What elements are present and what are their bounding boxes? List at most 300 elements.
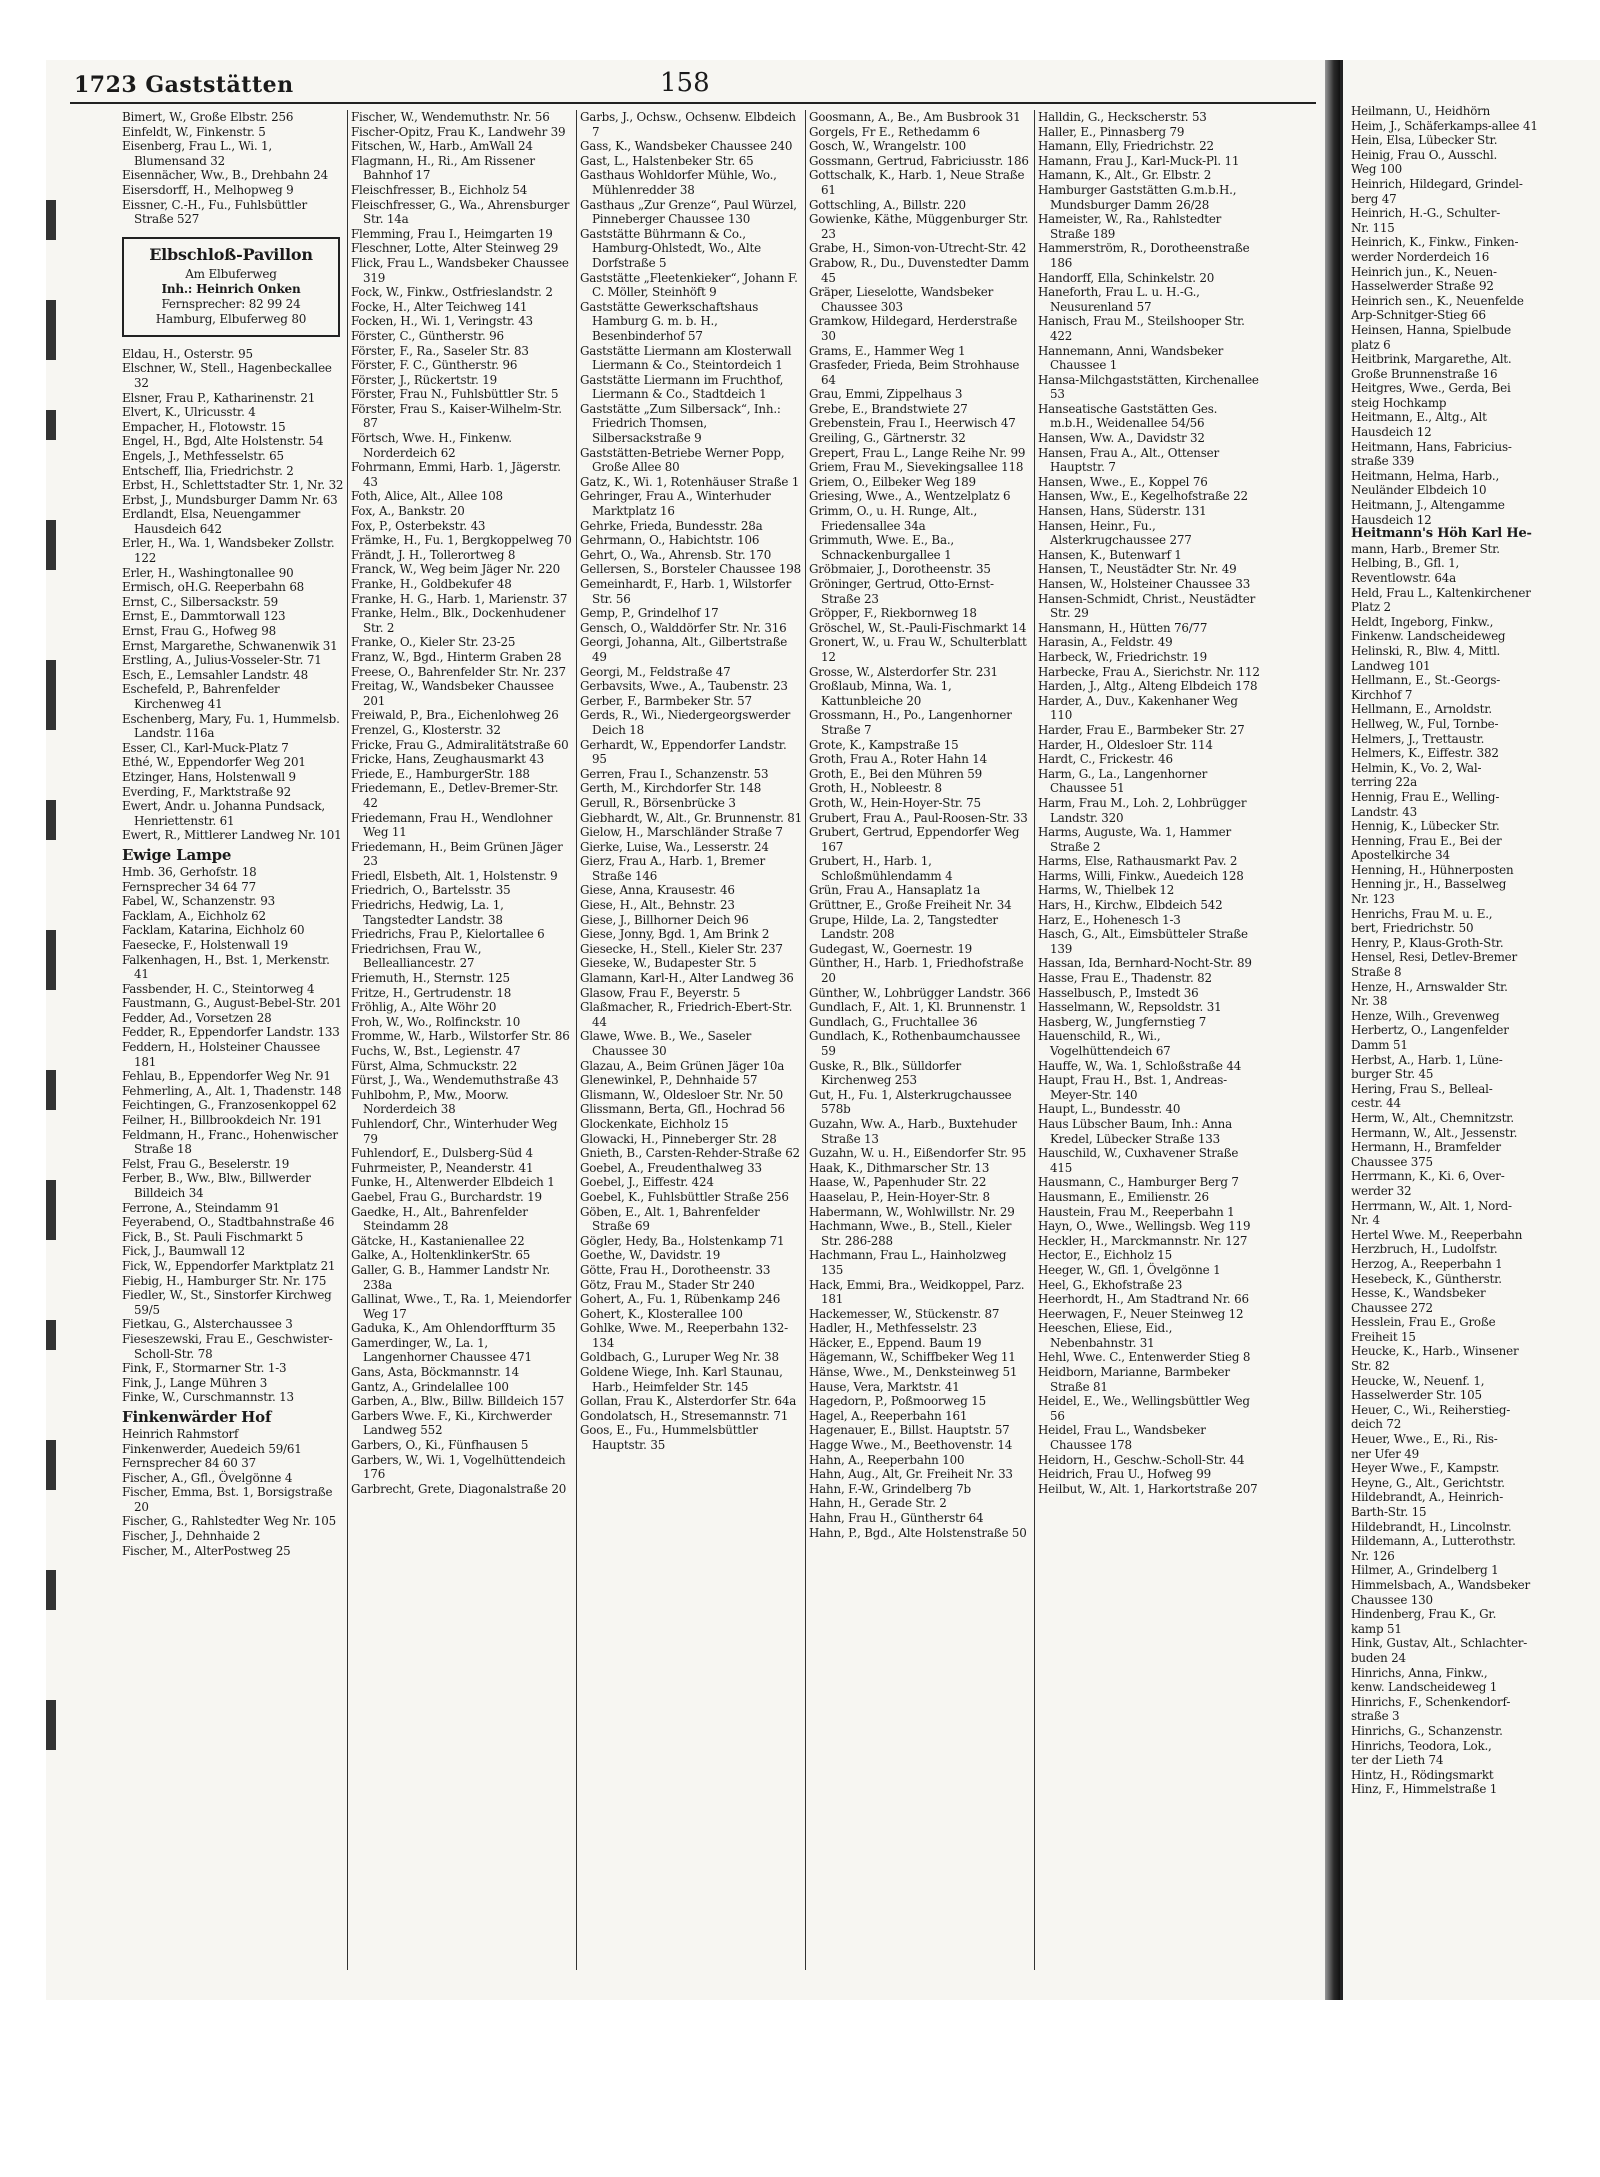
directory-entry: Focke, H., Alter Teichweg 141 bbox=[351, 299, 528, 314]
directory-entry: Giese, H., Alt., Behnstr. 23 bbox=[580, 898, 735, 913]
directory-entry: Glawe, Wwe. B., We., Saseler Chaussee 30 bbox=[580, 1029, 752, 1058]
directory-entry: Gans, Asta, Böckmannstr. 14 bbox=[351, 1365, 520, 1380]
directory-entry: Häcker, E., Eppend. Baum 19 bbox=[809, 1335, 982, 1350]
directory-entry: Gerull, R., Börsenbrücke 3 bbox=[580, 795, 736, 810]
directory-entry: Hinrichs, Teodora, Lok., bbox=[1351, 1738, 1492, 1753]
directory-entry: Hasberg, W., Jungfernstieg 7 bbox=[1038, 1014, 1207, 1029]
directory-entry: Heidborn, Marianne, Barmbeker Straße 81 bbox=[1038, 1365, 1230, 1394]
directory-entry: Franck, W., Weg beim Jäger Nr. 220 bbox=[351, 562, 560, 577]
directory-entry: Groth, E., Bei den Mühren 59 bbox=[809, 766, 982, 781]
directory-entry: Fick, W., Eppendorfer Marktplatz 21 bbox=[122, 1258, 336, 1273]
directory-entry: Garbrecht, Grete, Diagonalstraße 20 bbox=[351, 1481, 567, 1496]
directory-entry: Goosmann, A., Be., Am Busbrook 31 bbox=[809, 110, 1021, 124]
directory-entry: Goebel, A., Freudenthalweg 33 bbox=[580, 1160, 762, 1175]
directory-entry: Heinrich sen., K., Neuenfelde bbox=[1351, 293, 1524, 308]
adjacent-page bbox=[1340, 60, 1600, 2000]
directory-entry: Chaussee 375 bbox=[1351, 1154, 1433, 1169]
directory-entry: Hasselwerder Str. 105 bbox=[1351, 1388, 1482, 1403]
directory-entry: Gerbavsits, Wwe., A., Taubenstr. 23 bbox=[580, 679, 788, 694]
column-2 bbox=[351, 110, 573, 1990]
directory-entry: Harasin, A., Feldstr. 49 bbox=[1038, 635, 1173, 650]
directory-entry: Gröpper, F., Riekbornweg 18 bbox=[809, 606, 977, 621]
directory-entry: Hameister, W., Ra., Rahlstedter Straße 189 bbox=[1038, 212, 1222, 241]
directory-entry: Grebe, E., Brandstwiete 27 bbox=[809, 401, 968, 416]
directory-entry: Gronert, W., u. Frau W., Schulterblatt 12 bbox=[809, 635, 1027, 664]
directory-entry: Goebel, K., Fuhlsbüttler Straße 256 bbox=[580, 1189, 789, 1204]
directory-entry: Hammerström, R., Dorotheenstraße 186 bbox=[1038, 241, 1250, 270]
directory-entry: Gasthaus „Zur Grenze“, Paul Würzel, Pinneberger Chaussee 130 bbox=[580, 197, 797, 227]
directory-entry: Habermann, W., Wohlwillstr. Nr. 29 bbox=[809, 1204, 1015, 1219]
directory-entry: Haupt, Frau H., Bst. 1, Andreas-Meyer-Str. 140 bbox=[1038, 1073, 1227, 1102]
directory-entry: Feilner, H., Billbrookdeich Nr. 191 bbox=[122, 1113, 323, 1128]
directory-entry: Hagenauer, E., Billst. Hauptstr. 57 bbox=[809, 1423, 1010, 1438]
directory-entry: Grimm, O., u. H. Runge, Alt., Friedensallee 34a bbox=[809, 504, 978, 533]
directory-entry: Ernst, C., Silbersackstr. 59 bbox=[122, 594, 278, 609]
directory-entry: Grubert, Gertrud, Eppendorfer Weg 167 bbox=[809, 825, 1020, 854]
directory-entry: Gerren, Frau I., Schanzenstr. 53 bbox=[580, 766, 769, 781]
directory-entry: Hansa-Milchgaststätten, Kirchenallee 53 bbox=[1038, 372, 1259, 402]
directory-entry: Gottschalk, K., Harb. 1, Neue Straße 61 bbox=[809, 168, 1025, 197]
directory-entry: cestr. 44 bbox=[1351, 1096, 1401, 1111]
directory-entry: Henning, H., Hühnerposten bbox=[1351, 862, 1514, 877]
directory-entry: Heinrich, Hildegard, Grindel- bbox=[1351, 176, 1523, 191]
directory-entry: Henze, H., Arnswalder Str. bbox=[1351, 979, 1508, 994]
directory-entry: Fuhrmeister, P., Neanderstr. 41 bbox=[351, 1160, 534, 1175]
directory-entry: Heinig, Frau O., Ausschl. bbox=[1351, 147, 1498, 162]
directory-entry: Hehl, Wwe. C., Entenwerder Stieg 8 bbox=[1038, 1350, 1251, 1365]
directory-entry: straße 3 bbox=[1351, 1709, 1400, 1724]
directory-entry: Harms, Willi, Finkw., Auedeich 128 bbox=[1038, 868, 1244, 883]
directory-entry: Hausmann, C., Hamburger Berg 7 bbox=[1038, 1175, 1239, 1190]
directory-entry: Friemuth, H., Sternstr. 125 bbox=[351, 971, 510, 986]
directory-entry: Heitmann, J., Altengamme bbox=[1351, 498, 1505, 513]
directory-entry: Einfeldt, W., Finkenstr. 5 bbox=[122, 124, 266, 139]
directory-entry: Heerwagen, F., Neuer Steinweg 12 bbox=[1038, 1306, 1244, 1321]
directory-entry: Ferrone, A., Steindamm 91 bbox=[122, 1200, 280, 1215]
directory-entry: Harder, Frau E., Barmbeker Str. 27 bbox=[1038, 722, 1245, 737]
directory-entry: Hauenschild, R., Wi., Vogelhüttendeich 67 bbox=[1038, 1029, 1171, 1058]
directory-entry: mann, Harb., Bremer Str. bbox=[1351, 541, 1500, 556]
directory-entry: Förster, F., Ra., Saseler Str. 83 bbox=[351, 343, 529, 358]
directory-entry: Eisenberg, Frau L., Wi. 1, Blumensand 32 bbox=[122, 139, 272, 168]
directory-entry: Hars, H., Kirchw., Elbdeich 542 bbox=[1038, 898, 1223, 913]
directory-entry: Gögler, Hedy, Ba., Holstenkamp 71 bbox=[580, 1233, 785, 1248]
directory-entry: Fieseszewski, Frau E., Geschwister-Scholl-Str. 78 bbox=[122, 1331, 333, 1361]
directory-entry: Ewige Lampe bbox=[122, 845, 232, 864]
directory-entry: Glaßmacher, R., Friedrich-Ebert-Str. 44 bbox=[580, 1000, 793, 1029]
directory-entry: Hansen, Ww. A., Davidstr 32 bbox=[1038, 431, 1205, 446]
page-number: 158 bbox=[660, 68, 710, 98]
directory-entry: Gowienke, Käthe, Müggenburger Str. 23 bbox=[809, 212, 1029, 241]
directory-entry: Erbst, J., Mundsburger Damm Nr. 63 bbox=[122, 492, 338, 507]
directory-entry: ner Ufer 49 bbox=[1351, 1446, 1420, 1461]
directory-entry: Fink, F., Stormarner Str. 1-3 bbox=[122, 1361, 287, 1376]
directory-entry: Harm, G., La., Langenhorner Chaussee 51 bbox=[1038, 766, 1208, 796]
column-5 bbox=[1038, 110, 1260, 1990]
directory-entry: Garbers Wwe. F., Ki., Kirchwerder Landweg 552 bbox=[351, 1408, 552, 1438]
directory-entry: Gundlach, K., Rothenbaumchaussee 59 bbox=[809, 1029, 1021, 1058]
directory-entry: Giebhardt, W., Alt., Gr. Brunnenstr. 81 bbox=[580, 810, 802, 825]
directory-entry: Harder, H., Oldesloer Str. 114 bbox=[1038, 737, 1213, 752]
column-1 bbox=[122, 110, 344, 1990]
directory-entry: Gaststätte Liermann im Fruchthof, Liermann & Co., Stadtdeich 1 bbox=[580, 372, 784, 402]
directory-entry: Fleschner, Lotte, Alter Steinweg 29 bbox=[351, 241, 559, 256]
directory-entry: Gehringer, Frau A., Winterhuder Marktplatz 16 bbox=[580, 489, 771, 519]
directory-entry: Fischer-Opitz, Frau K., Landwehr 39 bbox=[351, 124, 566, 139]
directory-entry: Helmin, K., Vo. 2, Wal- bbox=[1351, 760, 1482, 775]
directory-entry: Gollan, Frau K., Alsterdorfer Str. 64a bbox=[580, 1394, 797, 1409]
directory-entry: Helinski, R., Blw. 4, Mittl. bbox=[1351, 643, 1501, 658]
directory-entry: Erstling, A., Julius-Vosseler-Str. 71 bbox=[122, 653, 322, 668]
directory-entry: Friedl, Elsbeth, Alt. 1, Holstenstr. 9 bbox=[351, 868, 558, 883]
directory-entry: Grosse, W., Alsterdorfer Str. 231 bbox=[809, 664, 998, 679]
directory-entry: Gaststätten-Betriebe Werner Popp, Große Allee 80 bbox=[580, 445, 785, 475]
directory-entry: Heeschen, Eliese, Eid., Nebenbahnstr. 31 bbox=[1038, 1321, 1173, 1350]
directory-entry: Hector, E., Eichholz 15 bbox=[1038, 1248, 1172, 1263]
directory-entry: Glowacki, H., Pinneberger Str. 28 bbox=[580, 1131, 777, 1146]
directory-entry: Harbecke, Frau A., Sierichstr. Nr. 112 bbox=[1038, 664, 1260, 679]
directory-entry: Fohrmann, Emmi, Harb. 1, Jägerstr. 43 bbox=[351, 460, 561, 489]
directory-entry: Hildebrandt, H., Lincolnstr. bbox=[1351, 1519, 1512, 1534]
directory-entry: Hack, Emmi, Bra., Weidkoppel, Parz. 181 bbox=[809, 1277, 1025, 1307]
directory-entry: Fleischfresser, G., Wa., Ahrensburger Str. 14a bbox=[351, 197, 570, 227]
directory-entry: Günther, W., Lohbrügger Landstr. 366 bbox=[809, 985, 1031, 1000]
directory-entry: Hachmann, Wwe., B., Stell., Kieler Str. 286-288 bbox=[809, 1219, 1012, 1248]
directory-entry: werder Norderdeich 16 bbox=[1351, 249, 1490, 264]
directory-entry: Hasselbusch, P., Imstedt 36 bbox=[1038, 985, 1199, 1000]
directory-entry: Grün, Frau A., Hansaplatz 1a bbox=[809, 883, 981, 898]
directory-entry: Hauffe, W., Wa. 1, Schloßstraße 44 bbox=[1038, 1058, 1242, 1073]
directory-entry: Gatz, K., Wi. 1, Rotenhäuser Straße 1 bbox=[580, 474, 800, 489]
ad-line-1: Am Elbuferweg bbox=[185, 266, 277, 281]
directory-entry: Hansen-Schmidt, Christ., Neustädter Str. 29 bbox=[1038, 591, 1256, 621]
directory-entry: Hahn, F.-W., Grindelberg 7b bbox=[809, 1481, 971, 1496]
directory-entry: Heinrich, K., Finkw., Finken- bbox=[1351, 235, 1519, 250]
directory-entry: Giese, Anna, Krausestr. 46 bbox=[580, 883, 735, 898]
directory-entry: Elschner, W., Stell., Hagenbeckallee 32 bbox=[122, 361, 332, 390]
directory-entry: Haupt, L., Bundesstr. 40 bbox=[1038, 1102, 1181, 1117]
directory-entry: Greiling, G., Gärtnerstr. 32 bbox=[809, 431, 966, 446]
directory-entry: burger Str. 45 bbox=[1351, 1067, 1434, 1082]
directory-entry: Georgi, M., Feldstraße 47 bbox=[580, 664, 731, 679]
directory-entry: Gantz, A., Grindelallee 100 bbox=[351, 1379, 509, 1394]
directory-entry: Heitbrink, Margarethe, Alt. bbox=[1351, 352, 1512, 367]
directory-entry: Hasselwerder Straße 92 bbox=[1351, 279, 1494, 294]
elbschloss-pavillon-ad bbox=[122, 237, 340, 337]
directory-entry: Gätcke, H., Kastanienallee 22 bbox=[351, 1233, 525, 1248]
directory-entry: Garbers, W., Wi. 1, Vogelhüttendeich 176 bbox=[351, 1452, 566, 1482]
directory-entry: Fabel, W., Schanzenstr. 93 bbox=[122, 894, 275, 909]
directory-entry: Hamburger Gaststätten G.m.b.H., Mundsburger Damm 26/28 bbox=[1038, 182, 1237, 212]
directory-entry: Engels, J., Methfesselstr. 65 bbox=[122, 448, 284, 463]
directory-entry: Franke, O., Kieler Str. 23-25 bbox=[351, 635, 516, 650]
directory-entry: Glenewinkel, P., Dehnhaide 57 bbox=[580, 1073, 758, 1088]
directory-entry: Funke, H., Altenwerder Elbdeich 1 bbox=[351, 1175, 555, 1190]
directory-entry: Helbing, B., Gfl. 1, bbox=[1351, 556, 1460, 571]
directory-entry: Glismann, W., Oldesloer Str. Nr. 50 bbox=[580, 1087, 784, 1102]
directory-entry: Reventlowstr. 64a bbox=[1351, 571, 1456, 585]
directory-entry: Haase, W., Papenhuder Str. 22 bbox=[809, 1175, 987, 1190]
directory-entry: Gaststätte „Fleetenkieker“, Johann F. C. Möller, Steinhöft 9 bbox=[580, 270, 798, 300]
directory-entry: Held, Frau L., Kaltenkirchener bbox=[1351, 585, 1531, 600]
directory-entry: Elsner, Frau P., Katharinenstr. 21 bbox=[122, 390, 316, 405]
directory-entry: Chaussee 130 bbox=[1351, 1592, 1433, 1607]
directory-entry: Gemeinhardt, F., Harb. 1, Wilstorfer Str. 56 bbox=[580, 577, 792, 606]
directory-entry: Hennig, Frau E., Welling- bbox=[1351, 789, 1500, 804]
directory-entry: Goldbach, G., Luruper Weg Nr. 38 bbox=[580, 1350, 779, 1365]
directory-entry: Hansen, Ww., E., Kegelhofstraße 22 bbox=[1038, 489, 1248, 504]
directory-entry: Fernsprecher 34 64 77 bbox=[122, 879, 256, 894]
directory-entry: Griesing, Wwe., A., Wentzelplatz 6 bbox=[809, 489, 1011, 504]
directory-entry: Henning jr., H., Basselweg bbox=[1351, 877, 1507, 892]
directory-entry: Heidel, E., We., Wellingsbüttler Weg 56 bbox=[1038, 1394, 1250, 1423]
directory-entry: Hadler, H., Methfesselstr. 23 bbox=[809, 1321, 977, 1336]
directory-entry: Hansen, W., Holsteiner Chaussee 33 bbox=[1038, 577, 1251, 591]
directory-entry: Gohert, A., Fu. 1, Rübenkamp 246 bbox=[580, 1292, 781, 1307]
directory-entry: Heidrich, Frau U., Hofweg 99 bbox=[1038, 1467, 1211, 1482]
directory-entry: Fietkau, G., Alsterchaussee 3 bbox=[122, 1317, 293, 1332]
directory-entry: Gieseke, W., Budapester Str. 5 bbox=[580, 956, 757, 971]
directory-entry: Hänse, Wwe., M., Denksteinweg 51 bbox=[809, 1365, 1018, 1380]
directory-entry: Hardt, C., Frickestr. 46 bbox=[1038, 752, 1173, 767]
directory-entry: Guske, R., Blk., Sülldorfer Kirchenweg 253 bbox=[809, 1058, 962, 1088]
directory-entry: Garbers, O., Ki., Fünfhausen 5 bbox=[351, 1438, 529, 1453]
directory-entry: Heuer, Wwe., E., Ri., Ris- bbox=[1351, 1432, 1498, 1447]
directory-entry: steig Hochkamp bbox=[1351, 395, 1447, 410]
directory-entry: Goethe, W., Davidstr. 19 bbox=[580, 1248, 721, 1263]
directory-entry: Haneforth, Frau L. u. H.-G., Neusurenland 57 bbox=[1038, 285, 1200, 314]
directory-entry: Hanisch, Frau M., Steilshooper Str. 422 bbox=[1038, 314, 1245, 343]
directory-entry: Hansen, T., Neustädter Str. Nr. 49 bbox=[1038, 562, 1237, 577]
directory-entry: Glasow, Frau F., Beyerstr. 5 bbox=[580, 985, 741, 1000]
directory-entry: Goos, E., Fu., Hummelsbüttler Hauptstr. 35 bbox=[580, 1423, 758, 1453]
directory-entry: Hamann, Frau J., Karl-Muck-Pl. 11 bbox=[1038, 153, 1240, 168]
directory-entry: Fricke, Hans, Zeughausmarkt 43 bbox=[351, 752, 544, 767]
directory-entry: Grepert, Frau L., Lange Reihe Nr. 99 bbox=[809, 445, 1026, 460]
directory-entry: Fromme, W., Harb., Wilstorfer Str. 86 bbox=[351, 1029, 570, 1044]
directory-entry: Fiebig, H., Hamburger Str. Nr. 175 bbox=[122, 1273, 327, 1288]
directory-entry: Erler, H., Wa. 1, Wandsbeker Zollstr. 122 bbox=[122, 536, 335, 566]
directory-entry: Handorff, Ella, Schinkelstr. 20 bbox=[1038, 270, 1215, 285]
column-rule bbox=[805, 110, 806, 1970]
directory-entry: Herm, W., Alt., Chemnitzstr. bbox=[1351, 1110, 1514, 1125]
directory-entry: Flick, Frau L., Wandsbeker Chaussee 319 bbox=[351, 255, 569, 285]
directory-entry: Helmers, K., Eiffestr. 382 bbox=[1351, 746, 1499, 761]
directory-entry: Heitmann, E., Altg., Alt bbox=[1351, 410, 1487, 425]
directory-entry: Esch, E., Lemsahler Landstr. 48 bbox=[122, 667, 309, 682]
directory-entry: Fürst, J., Wa., Wendemuthstraße 43 bbox=[351, 1073, 559, 1088]
directory-entry: Herrmann, K., Ki. 6, Over- bbox=[1351, 1169, 1505, 1184]
directory-entry: Heel, G., Ekhofstraße 23 bbox=[1038, 1277, 1183, 1292]
directory-entry: Fricke, Frau G., Admiralitätstraße 60 bbox=[351, 737, 569, 752]
directory-entry: Franke, Helm., Blk., Dockenhudener Str. 2 bbox=[351, 606, 566, 635]
directory-entry: Hauschild, W., Cuxhavener Straße 415 bbox=[1038, 1146, 1239, 1175]
directory-entry: Freiwald, P., Bra., Eichenlohweg 26 bbox=[351, 708, 559, 723]
directory-entry: Hellweg, W., Ful, Tornbe- bbox=[1351, 716, 1499, 731]
directory-entry: Hensel, Resi, Detlev-Bremer bbox=[1351, 950, 1517, 965]
directory-entry: bert, Friedrichstr. 50 bbox=[1351, 921, 1474, 936]
directory-entry: Gramkow, Hildegard, Herderstraße 30 bbox=[809, 314, 1018, 343]
directory-entry: Kirchhof 7 bbox=[1351, 687, 1413, 702]
directory-entry: Fischer, W., Wendemuthstr. Nr. 56 bbox=[351, 110, 550, 124]
directory-entry: Friedrich, O., Bartelsstr. 35 bbox=[351, 883, 511, 898]
binding-marks bbox=[46, 140, 60, 1840]
directory-entry: Hägemann, W., Schiffbeker Weg 11 bbox=[809, 1350, 1016, 1365]
directory-entry: Fleischfresser, B., Eichholz 54 bbox=[351, 182, 528, 197]
directory-entry: Grebenstein, Frau I., Heerwisch 47 bbox=[809, 416, 1016, 431]
directory-entry: Gehrt, O., Wa., Ahrensb. Str. 170 bbox=[580, 547, 772, 562]
directory-entry: Haus Lübscher Baum, Inh.: Anna Kredel, Lübecker Straße 133 bbox=[1038, 1116, 1232, 1146]
directory-entry: Damm 51 bbox=[1351, 1038, 1408, 1052]
directory-entry: Nr. 38 bbox=[1351, 994, 1388, 1009]
directory-entry: Chaussee 272 bbox=[1351, 1300, 1433, 1315]
directory-entry: Hansen, Wwe., E., Koppel 76 bbox=[1038, 474, 1208, 489]
directory-entry: Giesecke, H., Stell., Kieler Str. 237 bbox=[580, 941, 783, 956]
directory-entry: Fischer, J., Dehnhaide 2 bbox=[122, 1529, 261, 1544]
directory-entry: Henry, P., Klaus-Groth-Str. bbox=[1351, 935, 1504, 950]
directory-entry: Heinsen, Hanna, Spielbude bbox=[1351, 322, 1511, 337]
directory-entry: Gaststätte „Zum Silbersack“, Inh.: Friedrich Thomsen, Silbersackstraße 9 bbox=[580, 401, 781, 446]
directory-entry: Friedemann, E., Detlev-Bremer-Str. 42 bbox=[351, 781, 559, 810]
directory-entry: Gass, K., Wandsbeker Chaussee 240 bbox=[580, 139, 793, 154]
directory-entry: Heucke, K., Harb., Winsener bbox=[1351, 1344, 1519, 1359]
directory-entry: Hannemann, Anni, Wandsbeker Chaussee 1 bbox=[1038, 343, 1224, 373]
directory-entry: Glockenkate, Eichholz 15 bbox=[580, 1116, 729, 1131]
running-title: 1723 Gaststätten bbox=[74, 72, 294, 98]
directory-entry: Eisersdorff, H., Melhopweg 9 bbox=[122, 182, 294, 197]
directory-entry: Franke, H. G., Harb. 1, Marienstr. 37 bbox=[351, 591, 568, 606]
directory-entry: Hinrichs, F., Schenkendorf- bbox=[1351, 1694, 1511, 1709]
directory-entry: Heidel, Frau L., Wandsbeker Chaussee 178 bbox=[1038, 1423, 1206, 1453]
directory-entry: Groth, Frau A., Roter Hahn 14 bbox=[809, 752, 987, 767]
directory-entry: Arp-Schnitger-Stieg 66 bbox=[1351, 308, 1486, 323]
directory-entry: Günther, H., Harb. 1, Friedhofstraße 20 bbox=[809, 956, 1024, 986]
directory-entry: buden 24 bbox=[1351, 1650, 1406, 1665]
directory-entry: Friedrichs, Hedwig, La. 1, Tangstedter Landstr. 38 bbox=[351, 898, 504, 927]
directory-entry: Fiedler, W., St., Sinstorfer Kirchweg 59/5 bbox=[122, 1288, 332, 1317]
directory-entry: Ernst, Margarethe, Schwanenwik 31 bbox=[122, 638, 338, 653]
directory-entry: Hausmann, E., Emilienstr. 26 bbox=[1038, 1189, 1209, 1204]
directory-entry: Fuchs, W., Bst., Legienstr. 47 bbox=[351, 1044, 521, 1058]
directory-entry: Hmb. 36, Gerhofstr. 18 bbox=[122, 864, 257, 879]
directory-entry: Fischer, Emma, Bst. 1, Borsigstraße 20 bbox=[122, 1485, 333, 1514]
directory-entry: Groth, W., Hein-Hoyer-Str. 75 bbox=[809, 795, 981, 810]
directory-entry: Flemming, Frau I., Heimgarten 19 bbox=[351, 226, 553, 241]
directory-entry: Freiheit 15 bbox=[1351, 1329, 1416, 1344]
directory-entry: Gierke, Luise, Wa., Lesserstr. 24 bbox=[580, 839, 769, 854]
directory-entry: Haustein, Frau M., Reeperbahn 1 bbox=[1038, 1204, 1235, 1219]
directory-entry: werder 32 bbox=[1351, 1183, 1412, 1198]
directory-entry: Hasselmann, W., Repsoldstr. 31 bbox=[1038, 1000, 1222, 1015]
directory-entry: Gemp, P., Grindelhof 17 bbox=[580, 606, 719, 621]
directory-entry: Ethé, W., Eppendorfer Weg 201 bbox=[122, 755, 306, 770]
directory-entry: Grubert, H., Harb. 1, Schloßmühlendamm 4 bbox=[809, 854, 953, 883]
directory-entry: Gallinat, Wwe., T., Ra. 1, Meiendorfer Weg 17 bbox=[351, 1292, 572, 1321]
directory-entry: Förtsch, Wwe. H., Finkenw. Norderdeich 62 bbox=[351, 431, 512, 460]
directory-entry: Herbst, A., Harb. 1, Lüne- bbox=[1351, 1052, 1503, 1067]
directory-entry: Heuer, C., Wi., Reiherstieg- bbox=[1351, 1402, 1511, 1417]
directory-entry: Gehrke, Frieda, Bundesstr. 28a bbox=[580, 518, 763, 533]
directory-entry: Fick, B., St. Pauli Fischmarkt 5 bbox=[122, 1229, 304, 1244]
directory-entry: Hahn, Frau H., Güntherstr 64 bbox=[809, 1511, 984, 1525]
directory-entry: Grau, Emmi, Zippelhaus 3 bbox=[809, 387, 963, 402]
directory-entry: Harm, Frau M., Loh. 2, Lohbrügger Landstr. 320 bbox=[1038, 795, 1247, 825]
directory-entry: Felst, Frau G., Beselerstr. 19 bbox=[122, 1156, 290, 1171]
directory-entry: Gröschel, W., St.-Pauli-Fischmarkt 14 bbox=[809, 620, 1027, 635]
directory-entry: Fritze, H., Gertrudenstr. 18 bbox=[351, 985, 512, 1000]
directory-entry: Hagel, A., Reeperbahn 161 bbox=[809, 1408, 968, 1423]
directory-entry: Hellmann, E., St.-Georgs- bbox=[1351, 673, 1501, 688]
directory-entry: Heldt, Ingeborg, Finkw., bbox=[1351, 614, 1494, 629]
directory-entry: Hanseatische Gaststätten Ges. m.b.H., Weidenallee 54/56 bbox=[1038, 401, 1218, 431]
directory-entry: Giese, J., Billhorner Deich 96 bbox=[580, 912, 749, 927]
directory-entry: Gohlke, Wwe. M., Reeperbahn 132-134 bbox=[580, 1321, 788, 1350]
directory-entry: Gerber, F., Barmbeker Str. 57 bbox=[580, 693, 752, 708]
directory-entry: Glissmann, Berta, Gfl., Hochrad 56 bbox=[580, 1102, 785, 1117]
directory-entry: Hansen, Heinr., Fu., Alsterkrugchaussee 277 bbox=[1038, 518, 1192, 548]
directory-entry: Facklam, Katarina, Eichholz 60 bbox=[122, 923, 305, 938]
directory-entry: Feyerabend, O., Stadtbahnstraße 46 bbox=[122, 1215, 335, 1230]
directory-entry: Hindenberg, Frau K., Gr. bbox=[1351, 1607, 1497, 1622]
directory-entry: Feichtingen, G., Franzosenkoppel 62 bbox=[122, 1098, 337, 1113]
directory-entry: berg 47 bbox=[1351, 191, 1397, 206]
directory-entry: Förster, F. C., Güntherstr. 96 bbox=[351, 358, 518, 373]
directory-entry: Heyne, G., Alt., Gerichtstr. bbox=[1351, 1475, 1505, 1490]
directory-entry: Fürst, Alma, Schmuckstr. 22 bbox=[351, 1058, 518, 1073]
directory-entry: Henze, Wilh., Grevenweg bbox=[1351, 1008, 1500, 1023]
directory-entry: Harden, J., Altg., Alteng Elbdeich 178 bbox=[1038, 679, 1258, 694]
directory-entry: Gaststätte Gewerkschaftshaus Hamburg G. m. b. H., Besenbinderhof 57 bbox=[580, 299, 759, 343]
directory-entry: Ernst, Frau G., Hofweg 98 bbox=[122, 624, 277, 639]
directory-entry: Barth-Str. 15 bbox=[1351, 1505, 1427, 1519]
directory-entry: Fassbender, H. C., Steintorweg 4 bbox=[122, 981, 315, 996]
directory-entry: Gellersen, S., Borsteler Chaussee 198 bbox=[580, 562, 801, 577]
directory-entry: Hinz, F., Himmelstraße 1 bbox=[1351, 1782, 1498, 1797]
directory-entry: Facklam, A., Eichholz 62 bbox=[122, 908, 266, 923]
directory-entry: Hesse, K., Wandsbeker bbox=[1351, 1286, 1486, 1301]
column-3 bbox=[580, 110, 802, 1990]
directory-entry: Gerth, M., Kirchdorfer Str. 148 bbox=[580, 781, 762, 796]
directory-entry: Hausdeich 12 bbox=[1351, 512, 1432, 527]
directory-entry: Griem, Frau M., Sievekingsallee 118 bbox=[809, 460, 1024, 475]
ad-line-4: Hamburg, Elbuferweg 80 bbox=[155, 311, 307, 326]
directory-entry: Fedder, R., Eppendorfer Landstr. 133 bbox=[122, 1025, 340, 1040]
directory-entry: Griem, O., Eilbeker Weg 189 bbox=[809, 474, 976, 489]
directory-entry: Heitmann's Höh Karl He- bbox=[1351, 526, 1532, 542]
directory-entry: Fox, A., Bankstr. 20 bbox=[351, 504, 465, 519]
directory-entry: Hansen, Hans, Süderstr. 131 bbox=[1038, 504, 1207, 519]
directory-entry: Gräper, Lieselotte, Wandsbeker Chaussee 303 bbox=[809, 285, 994, 314]
directory-entry: Finkenw. Landscheideweg bbox=[1351, 629, 1506, 644]
directory-entry: Foth, Alice, Alt., Allee 108 bbox=[351, 489, 503, 504]
directory-entry: Gerds, R., Wi., Niedergeorgswerder Deich 18 bbox=[580, 708, 791, 737]
bottom-margin bbox=[0, 2000, 1600, 2177]
directory-entry: platz 6 bbox=[1351, 337, 1391, 352]
directory-entry: Gaedke, H., Alt., Bahrenfelder Steindamm 28 bbox=[351, 1204, 528, 1234]
directory-entry: Förster, J., Rückertstr. 19 bbox=[351, 372, 497, 387]
header-rule bbox=[70, 102, 1316, 104]
directory-entry: Heckler, H., Marckmannstr. Nr. 127 bbox=[1038, 1233, 1248, 1248]
directory-entry: Nr. 4 bbox=[1351, 1213, 1380, 1228]
directory-entry: Helmers, J., Trettaustr. bbox=[1351, 731, 1485, 746]
directory-entry: Grams, E., Hammer Weg 1 bbox=[809, 343, 966, 358]
directory-entry: Gut, H., Fu. 1, Alsterkrugchaussee 578b bbox=[809, 1087, 1012, 1117]
directory-entry: Nr. 126 bbox=[1351, 1548, 1395, 1563]
directory-entry: Hansen, Frau A., Alt., Ottenser Hauptstr. 7 bbox=[1038, 445, 1219, 475]
directory-entry: Faustmann, G., August-Bebel-Str. 201 bbox=[122, 996, 342, 1011]
directory-entry: Grasfeder, Frieda, Beim Strohhause 64 bbox=[809, 358, 1020, 387]
directory-entry: Förster, C., Güntherstr. 96 bbox=[351, 328, 504, 343]
